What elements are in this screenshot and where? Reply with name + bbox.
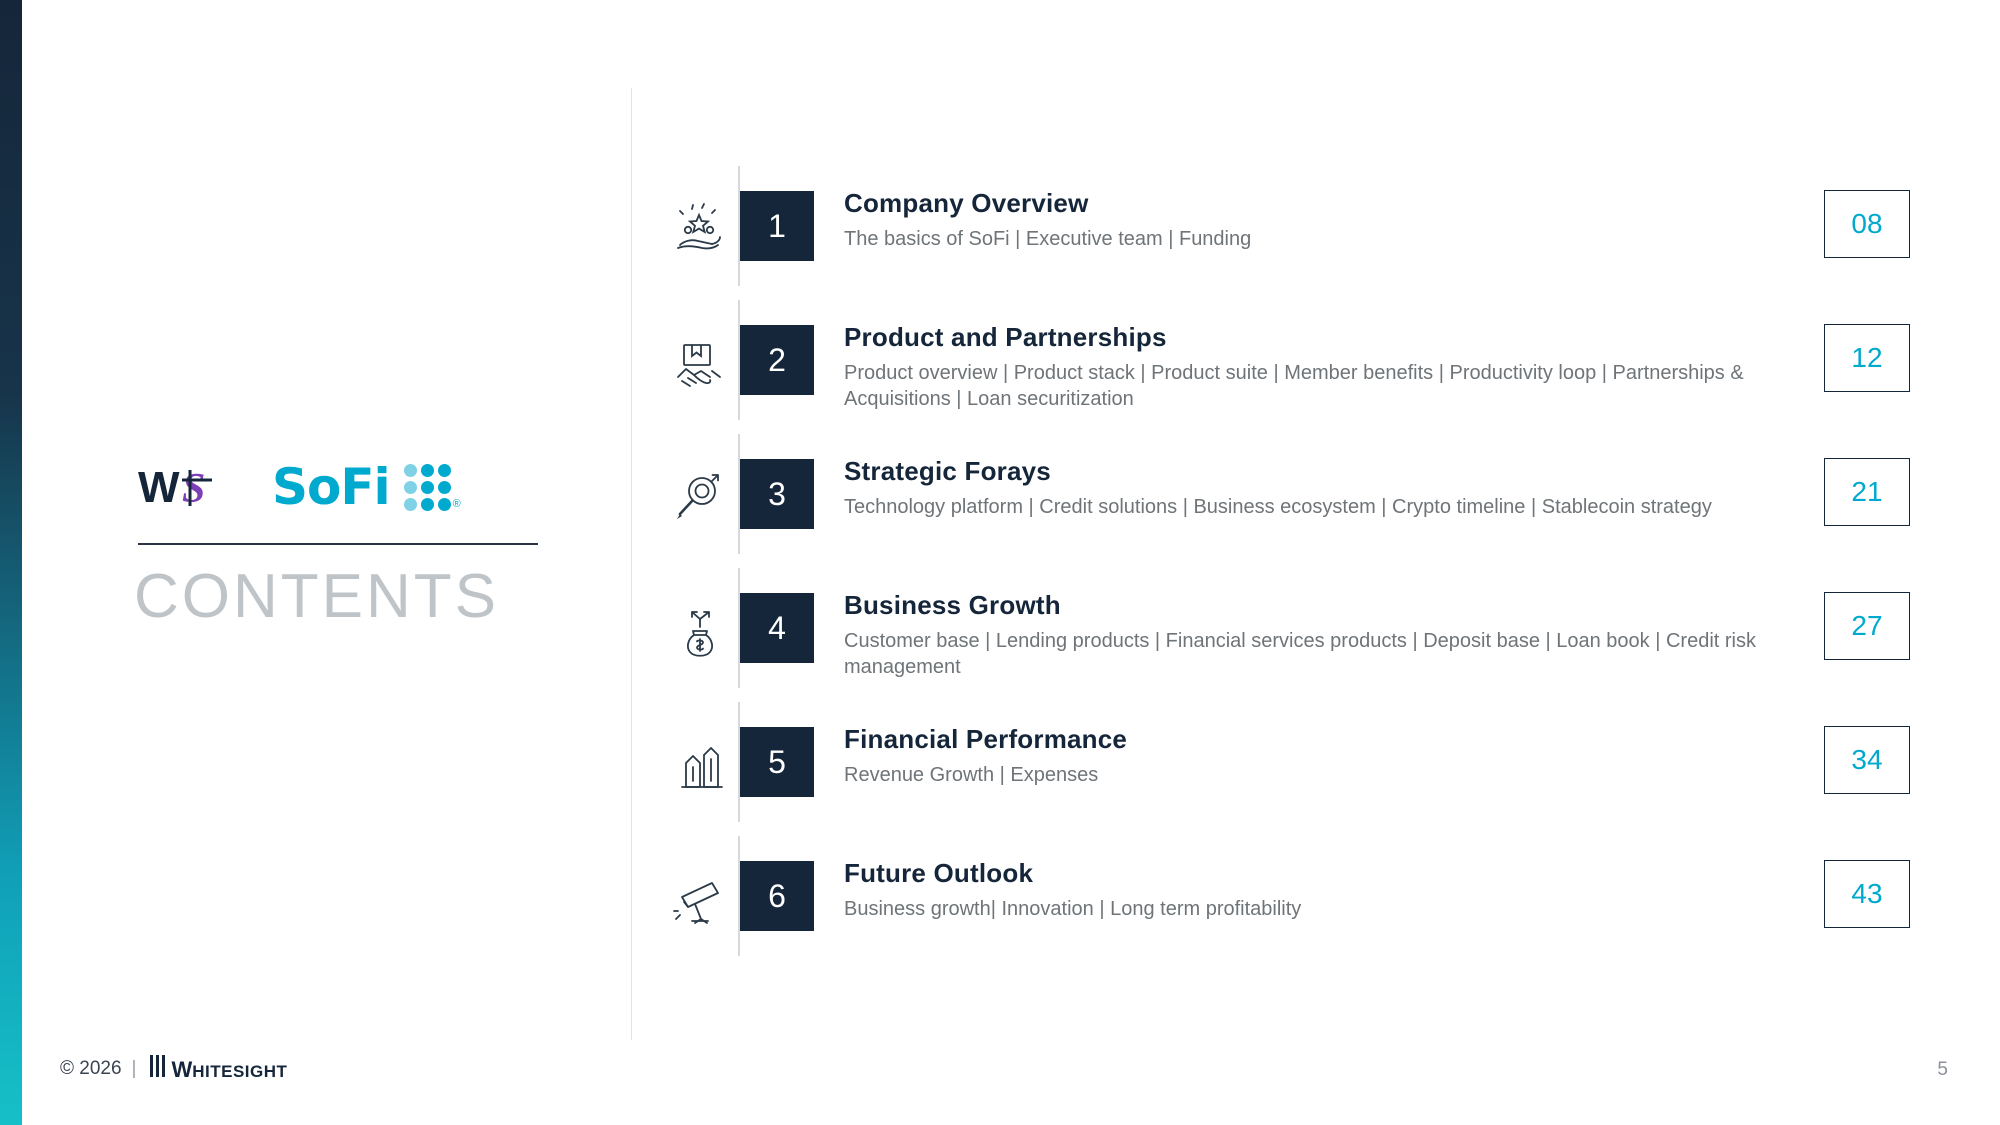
- money-bag-growth-icon: [660, 580, 738, 682]
- item-page-cell: [1824, 848, 1910, 928]
- item-number-wrap: [738, 714, 816, 810]
- tick-line: [738, 166, 740, 286]
- item-page-cell: [1824, 714, 1910, 794]
- left-accent-bar: [0, 0, 22, 1125]
- item-title: Strategic Forays: [844, 456, 1051, 486]
- item-number: 4: [740, 593, 814, 663]
- svg-text:W: W: [138, 463, 180, 512]
- item-subtitle: Technology platform | Credit solutions | Business ecosystem | Crypto timeline | Stablecoin strategy: [844, 496, 1712, 519]
- footer: [60, 1055, 287, 1083]
- item-number: 5: [740, 727, 814, 797]
- item-number: 2: [740, 325, 814, 395]
- tick-line: [738, 300, 740, 420]
- copyright-text: © 2026: [60, 1058, 122, 1079]
- item-title: Future Outlook: [844, 858, 1034, 888]
- svg-text:S: S: [182, 466, 206, 512]
- telescope-icon: [660, 848, 738, 950]
- item-page-cell: [1824, 446, 1910, 526]
- contents-list: [660, 178, 1910, 982]
- whitesight-logo-w: W: [171, 1057, 193, 1082]
- whitesight-logo-text: HITESIGHT: [192, 1062, 288, 1081]
- item-subtitle: Business growth| Innovation | Long term profitability: [844, 898, 1302, 921]
- item-text: [816, 446, 1806, 520]
- item-page-number[interactable]: 43: [1824, 860, 1910, 928]
- item-page-number[interactable]: 34: [1824, 726, 1910, 794]
- item-page-number[interactable]: 12: [1824, 324, 1910, 392]
- growth-arrows-icon: [660, 714, 738, 816]
- tick-line: [738, 568, 740, 688]
- item-page-cell: [1824, 580, 1910, 660]
- logo-row: [120, 455, 540, 519]
- list-item[interactable]: [660, 714, 1910, 816]
- page-title: CONTENTS: [134, 562, 499, 631]
- sofi-wordmark: SoFi: [272, 458, 390, 516]
- item-text: [816, 848, 1806, 922]
- item-number-wrap: [738, 312, 816, 408]
- item-number-wrap: [738, 580, 816, 676]
- sofi-dots-icon: [404, 464, 451, 511]
- item-number-wrap: [738, 178, 816, 274]
- whitesight-footer-logo: [150, 1055, 287, 1083]
- item-text: [816, 312, 1806, 412]
- item-page-number[interactable]: 21: [1824, 458, 1910, 526]
- magnifier-arrow-icon: [660, 446, 738, 548]
- item-title: Company Overview: [844, 188, 1089, 218]
- item-page-cell: [1824, 312, 1910, 392]
- left-panel: [120, 455, 540, 631]
- item-title: Business Growth: [844, 590, 1061, 620]
- hand-stars-icon: [660, 178, 738, 280]
- item-title: Product and Partnerships: [844, 322, 1167, 352]
- item-number: 6: [740, 861, 814, 931]
- list-item[interactable]: [660, 580, 1910, 682]
- item-title: Financial Performance: [844, 724, 1128, 754]
- tick-line: [738, 702, 740, 822]
- slide-page-number: 5: [1937, 1059, 1948, 1080]
- tick-line: [738, 836, 740, 956]
- sofi-logo: [272, 458, 461, 516]
- registered-mark: ®: [452, 498, 461, 510]
- footer-separator: |: [131, 1058, 137, 1079]
- item-page-number[interactable]: 08: [1824, 190, 1910, 258]
- item-text: [816, 178, 1806, 252]
- list-item[interactable]: [660, 848, 1910, 950]
- item-number: 1: [740, 191, 814, 261]
- item-text: [816, 714, 1806, 788]
- item-subtitle: Customer base | Lending products | Financial services products | Deposit base | Loan book | Credit risk management: [844, 630, 1756, 679]
- item-text: [816, 580, 1806, 680]
- list-item[interactable]: [660, 446, 1910, 548]
- item-subtitle: The basics of SoFi | Executive team | Funding: [844, 228, 1252, 251]
- item-subtitle: Revenue Growth | Expenses: [844, 764, 1099, 787]
- item-page-number[interactable]: 27: [1824, 592, 1910, 660]
- whitesight-bars-icon: [150, 1055, 168, 1077]
- list-item[interactable]: [660, 178, 1910, 280]
- whitesight-logo-icon: [138, 462, 250, 512]
- handshake-book-icon: [660, 312, 738, 414]
- item-page-cell: [1824, 178, 1910, 258]
- divider-rule: [138, 543, 538, 545]
- item-number-wrap: [738, 848, 816, 944]
- item-subtitle: Product overview | Product stack | Product suite | Member benefits | Productivity loop | Partnerships & Acquisitions | Loan securitization: [844, 362, 1744, 411]
- tick-line: [738, 434, 740, 554]
- list-item[interactable]: [660, 312, 1910, 414]
- item-number-wrap: [738, 446, 816, 542]
- item-number: 3: [740, 459, 814, 529]
- vertical-divider: [631, 88, 632, 1040]
